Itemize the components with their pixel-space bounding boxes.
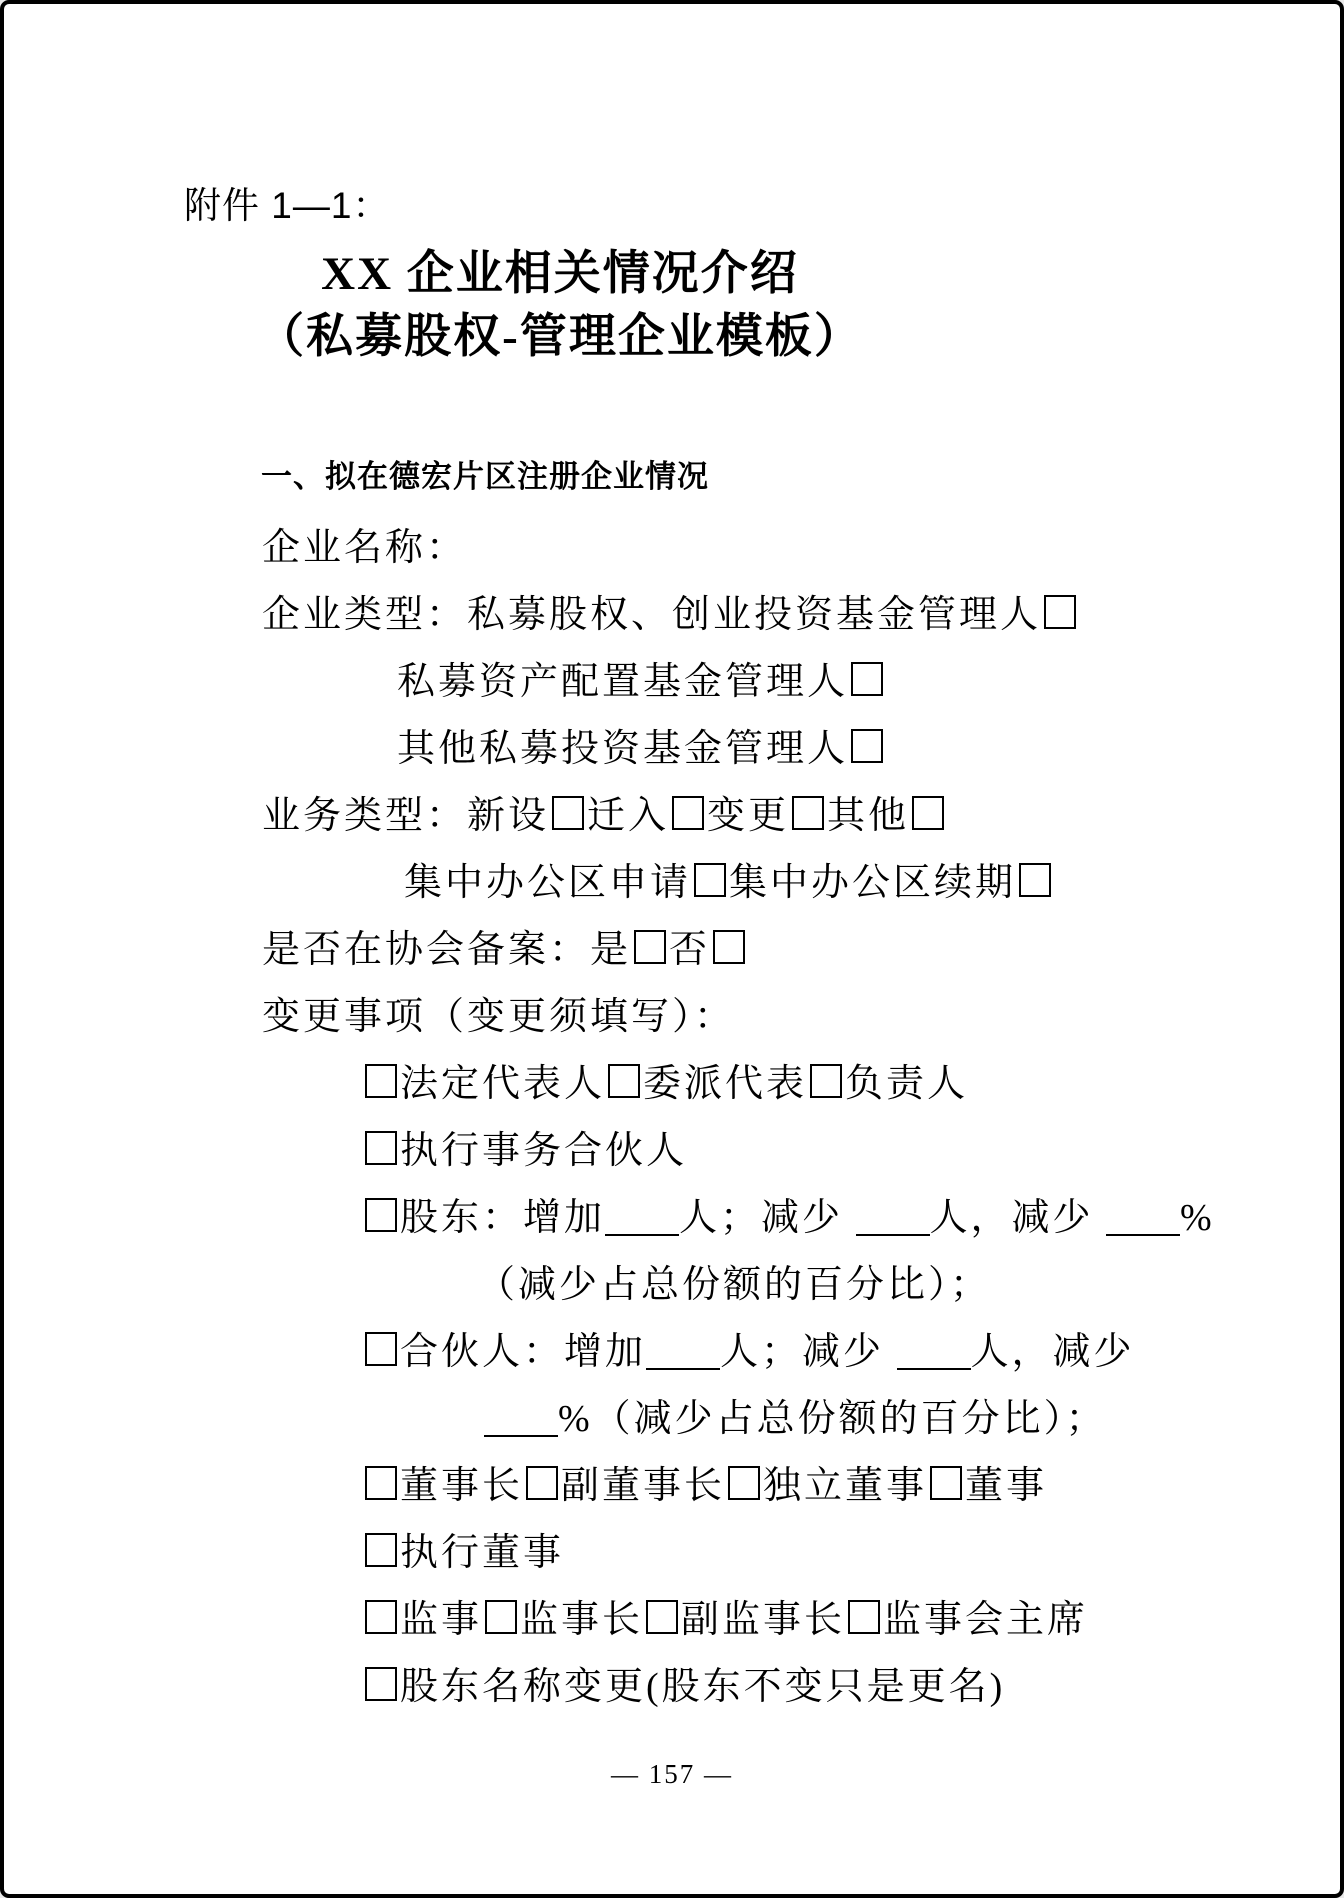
checkbox[interactable] [552,796,584,830]
checkbox[interactable] [792,796,824,830]
form-text: 董事 [965,1465,1048,1507]
checkbox[interactable] [728,1466,760,1500]
form-text: 私募资产配置基金管理人 [397,661,849,703]
form-line [262,1319,1310,1386]
form-text: 副监事长 [681,1599,846,1641]
form-line [262,515,1310,582]
checkbox[interactable] [365,1466,397,1500]
checkbox[interactable] [526,1466,558,1500]
document-title: XX 企业相关情况介绍 [321,248,799,300]
form-text: 其他 [827,795,910,837]
checkbox[interactable] [365,1064,397,1098]
form-line [262,850,1310,917]
form-line [262,1252,1310,1319]
section-heading: 一、拟在德宏片区注册企业情况 [261,459,709,494]
form-text: 迁入 [587,795,670,837]
form-text: 监事 [400,1599,483,1641]
form-line [262,649,1310,716]
form-line [262,1051,1310,1118]
checkbox[interactable] [848,1600,880,1634]
checkbox[interactable] [851,662,883,696]
blank-field[interactable] [1106,1234,1180,1236]
form-line [262,716,1310,783]
form-line [262,1587,1310,1654]
checkbox[interactable] [365,1533,397,1567]
form-text: 否 [669,929,711,971]
form-text: 法定代表人 [400,1063,606,1105]
form-text: 合伙人：增加 [400,1331,647,1373]
checkbox[interactable] [694,863,726,897]
checkbox[interactable] [608,1064,640,1098]
checkbox[interactable] [672,796,704,830]
form-text: 股东：增加 [400,1197,606,1239]
blank-field[interactable] [897,1368,971,1370]
form-line [262,783,1310,850]
checkbox[interactable] [930,1466,962,1500]
form-text: 委派代表 [643,1063,808,1105]
attachment-label: 附件 1—1： [184,185,391,226]
form-text: 业务类型：新设 [262,795,550,837]
checkbox[interactable] [912,796,944,830]
form-text: 企业类型：私募股权、创业投资基金管理人 [262,594,1042,636]
form-line [262,1185,1310,1252]
checkbox[interactable] [365,1667,397,1701]
form-line [262,1654,1310,1721]
form-text: （减少占总份额的百分比）； [477,1264,992,1306]
document-subtitle: （私募股权-管理企业模板） [257,311,863,363]
form-text: %（减少占总份额的百分比）； [558,1398,1107,1440]
form-text: 变更 [707,795,790,837]
checkbox[interactable] [634,930,666,964]
form-text: 独立董事 [763,1465,928,1507]
form-text: 人，减少 [929,1197,1107,1239]
checkbox[interactable] [713,930,745,964]
checkbox[interactable] [810,1064,842,1098]
form-text: 集中办公区续期 [729,862,1017,904]
form-text: 监事会主席 [883,1599,1089,1641]
form-line [262,984,1310,1051]
checkbox[interactable] [485,1600,517,1634]
checkbox[interactable] [1044,595,1076,629]
checkbox[interactable] [1019,863,1051,897]
checkbox[interactable] [365,1198,397,1232]
form-text: 股东名称变更(股东不变只是更名) [400,1666,1006,1708]
blank-field[interactable] [605,1234,679,1236]
form-line [262,1118,1310,1185]
checkbox[interactable] [851,729,883,763]
checkbox[interactable] [365,1131,397,1165]
checkbox[interactable] [365,1332,397,1366]
form-text: 企业名称： [262,527,468,569]
form-text: 副董事长 [561,1465,726,1507]
blank-field[interactable] [856,1234,930,1236]
form-text: 是否在协会备案：是 [262,929,632,971]
form-text: 监事长 [520,1599,644,1641]
form-text: 人，减少 [970,1331,1135,1373]
form-text: 集中办公区申请 [404,862,692,904]
form-line [262,1453,1310,1520]
form-text: 人；减少 [720,1331,897,1373]
form-line [262,917,1310,984]
blank-field[interactable] [484,1435,558,1437]
form-text: % [1180,1197,1215,1239]
page-number: — 157 — [611,1759,733,1789]
form-text: 执行董事 [400,1532,565,1574]
form-text: 变更事项（变更须填写）： [262,996,736,1038]
form-line [262,582,1310,649]
form-line [262,1386,1310,1453]
form-text: 董事长 [400,1465,524,1507]
checkbox[interactable] [365,1600,397,1634]
form-text: 执行事务合伙人 [400,1130,688,1172]
checkbox[interactable] [646,1600,678,1634]
form-text: 负责人 [845,1063,969,1105]
blank-field[interactable] [646,1368,720,1370]
form-line [262,1520,1310,1587]
form-text: 人；减少 [679,1197,856,1239]
form-body [262,515,1310,1721]
form-text: 其他私募投资基金管理人 [397,728,849,770]
